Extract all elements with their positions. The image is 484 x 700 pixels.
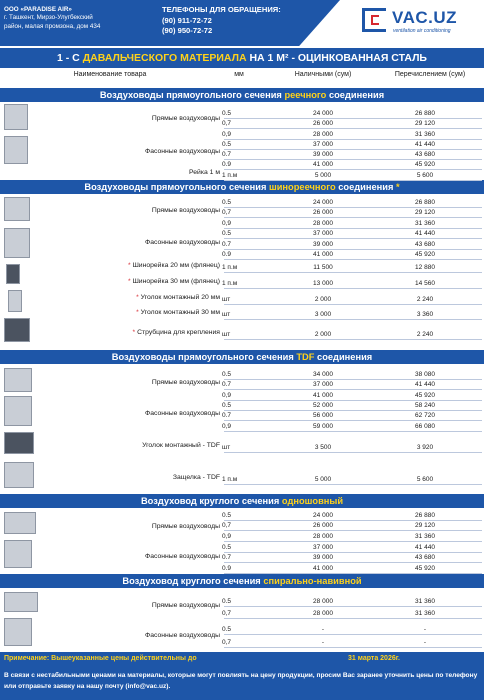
phone-1[interactable]: (90) 911-72-72 [162,15,212,25]
row-transfer-price: 58 240 [415,402,435,409]
label-fitted-ducts: Фасонные воздуховоды [145,410,220,417]
row-cash-price: 3 000 [314,311,332,318]
logo-subtitle: ventilation air conditioning [393,28,451,34]
row-divider [224,573,482,574]
row-divider [224,647,482,648]
vac-logo [362,6,482,40]
label-fitted-ducts: Фасонные воздуховоды [145,632,220,639]
row-transfer-price: 45 920 [415,392,435,399]
star-mark: * [136,294,139,301]
row-cash-price: 24 000 [313,110,333,117]
note-label: Примечание: Вышеуказанные цены действительны до [4,655,197,662]
row-transfer-price: 2 240 [416,331,434,338]
row-cash-price: 26 000 [313,522,333,529]
row-cash-price: 37 000 [313,544,333,551]
row-transfer-price: 31 360 [415,610,435,617]
row-thickness: 0.9 [222,251,232,258]
row-transfer-price: 31 360 [415,533,435,540]
row-transfer-price: 29 120 [415,120,435,127]
label-shinoreika-30-text: Шинорейка 30 мм (флянец) [132,278,220,285]
row-thickness: 0.9 [222,161,232,168]
phones-block [162,5,281,37]
row-cash-price: 41 000 [313,251,333,258]
row-thickness: 0,9 [222,220,232,227]
row-cash-price: 37 000 [313,141,333,148]
title-prefix: 1 - С [57,52,80,64]
star-mark: * [128,278,131,285]
row-thickness: 0.5 [222,230,232,237]
row-thickness: 0,9 [222,392,232,399]
row-divider [224,319,482,320]
section-3-highlight: TDF [296,352,315,362]
section-header-shinoreechnye [0,180,484,194]
row-transfer-price: 45 920 [415,251,435,258]
row-transfer-price: 26 880 [415,512,435,519]
company-name: ООО «PARADISE AIR» [4,6,72,13]
row-cash-price: 41 000 [313,392,333,399]
label-straight-ducts: Прямые воздуховоды [151,602,220,609]
section-1-text: Воздуховоды прямоугольного сечения [99,90,285,100]
row-thickness: 0.7 [222,241,232,248]
row-thickness: 0,7 [222,610,232,617]
row-thickness: 0.7 [222,554,232,561]
row-cash-price: 37 000 [313,230,333,237]
row-cash-price: 2 000 [314,296,332,303]
row-transfer-price: 29 120 [415,522,435,529]
row-thickness: 0.5 [222,141,232,148]
row-cash-price: - [321,626,325,633]
section-4-highlight: одношовный [281,496,344,506]
row-cash-price: 28 000 [313,598,333,605]
row-thickness: 0.5 [222,402,232,409]
row-transfer-price: 26 880 [415,110,435,117]
label-straight-ducts: Прямые воздуховоды [151,523,220,530]
row-cash-price: 28 000 [313,131,333,138]
column-header [0,68,484,82]
row-cash-price: 11 500 [313,264,333,271]
logo-text: VAC.UZ [392,8,458,27]
row-thickness: 0.5 [222,544,232,551]
row-thickness: шт [222,444,231,451]
row-thickness: 0.5 [222,199,232,206]
row-thickness: 0,9 [222,423,232,430]
row-cash-price: 56 000 [313,412,333,419]
title-suffix: НА 1 М² - ОЦИНКОВАННАЯ СТАЛЬ [249,52,427,64]
row-cash-price: 28 000 [313,533,333,540]
note-date: 31 марта 2026г. [348,655,400,662]
row-cash-price: 39 000 [313,554,333,561]
row-thickness: 1 п.м [222,264,238,271]
row-cash-price: 26 000 [313,120,333,127]
section-2-text: Воздуховоды прямоугольного сечения [84,182,269,192]
section-header-tdf [0,350,484,364]
row-cash-price: 59 000 [313,423,333,430]
row-transfer-price: 43 680 [415,554,435,561]
row-transfer-price: - [423,626,427,633]
row-cash-price: 39 000 [313,241,333,248]
row-thickness: 1 п.м [222,172,238,179]
row-transfer-price: 12 880 [415,264,435,271]
star-mark: * [132,329,136,336]
label-zashchelka-tdf: Защелка - TDF [172,474,220,481]
section-2-highlight: шинореечного [268,182,336,192]
row-transfer-price: 38 080 [415,371,435,378]
label-reika: Рейка 1 м [189,169,220,176]
row-cash-price: 26 000 [313,209,333,216]
row-divider [224,618,482,619]
row-thickness: шт [222,331,231,338]
row-transfer-price: 31 360 [415,131,435,138]
row-cash-price: 24 000 [313,199,333,206]
row-transfer-price: - [423,639,427,646]
row-transfer-price: 41 440 [415,230,435,237]
row-divider [224,180,482,181]
label-straight-ducts: Прямые воздуховоды [151,115,220,122]
company-address-2: район, малая промзона, дом 434 [4,22,101,30]
row-cash-price: 5 000 [314,172,332,179]
section-3-text: Воздуховоды прямоугольного сечения [111,352,297,362]
row-transfer-price: 62 720 [415,412,435,419]
row-cash-price: 13 000 [313,280,333,287]
row-divider [224,304,482,305]
row-transfer-price: 29 120 [415,209,435,216]
row-cash-price: 34 000 [313,371,333,378]
row-thickness: 0,7 [222,120,232,127]
section-4-text: Воздуховод круглого сечения [140,496,282,506]
row-thickness: 0,9 [222,533,232,540]
row-thickness: 0.7 [222,412,232,419]
row-thickness: 0.9 [222,565,232,572]
row-thickness: шт [222,296,231,303]
row-transfer-price: 3 360 [416,311,434,318]
section-3-suffix: соединения [314,352,373,362]
col-cash: Наличными (сум) [294,71,352,78]
row-divider [224,272,482,273]
row-cash-price: 52 000 [313,402,333,409]
row-transfer-price: 45 920 [415,161,435,168]
label-ugol-30-text: Уголок монтажный 30 мм [140,309,220,316]
price-title [0,48,484,68]
label-ugol-tdf: Уголок монтажный - TDF [142,442,220,449]
row-cash-price: 28 000 [313,610,333,617]
row-cash-price: 37 000 [313,381,333,388]
row-transfer-price: 2 240 [416,296,434,303]
company-address-1: г. Ташкент, Мирзо-Улугбекский [4,14,93,22]
row-transfer-price: 45 920 [415,565,435,572]
col-name: Наименование товара [73,71,147,78]
row-cash-price: 2 000 [314,331,332,338]
validity-note [0,652,484,666]
label-fitted-ducts: Фасонные воздуховоды [145,148,220,155]
row-transfer-price: 41 440 [415,141,435,148]
star-mark: * [128,262,131,269]
row-cash-price: 3 500 [314,444,332,451]
col-mm: мм [234,71,244,78]
label-fitted-ducts: Фасонные воздуховоды [145,553,220,560]
footer-notice: В связи с нестабильными ценами на материалы, которые могут повлиять на цену продукции, просим Вас заранее уточнить цены по телефону или отправьте заявку на нашу почту (info@vac.uz). [0,666,484,700]
row-divider [224,484,482,485]
row-thickness: 0.5 [222,110,232,117]
row-cash-price: 41 000 [313,565,333,572]
phones-title: ТЕЛЕФОНЫ ДЛЯ ОБРАЩЕНИЯ: [162,5,281,14]
row-cash-price: 5 000 [314,476,332,483]
phone-2[interactable]: (90) 950-72-72 [162,26,213,35]
row-thickness: 1 п.м [222,476,238,483]
section-1-highlight: реечного [284,90,327,100]
row-thickness: 0.5 [222,371,232,378]
row-divider [224,431,482,432]
row-thickness: 0.7 [222,381,232,388]
label-fitted-ducts: Фасонные воздуховоды [145,239,220,246]
row-divider [224,259,482,260]
section-2-suffix: соединения [335,182,394,192]
section-header-spiralny [0,574,484,588]
section-5-text: Воздуховод круглого сечения [122,576,264,586]
row-transfer-price: 41 440 [415,381,435,388]
label-straight-ducts: Прямые воздуховоды [151,207,220,214]
row-divider [224,606,482,607]
label-straight-ducts: Прямые воздуховоды [151,379,220,386]
row-transfer-price: 31 360 [415,220,435,227]
row-thickness: 0,7 [222,639,232,646]
row-transfer-price: 43 680 [415,151,435,158]
title-highlight: ДАВАЛЬЧЕСКОГО МАТЕРИАЛА [82,52,247,64]
label-ugol-20-text: Уголок монтажный 20 мм [140,294,220,301]
row-divider [224,452,482,453]
section-1-suffix: соединения [326,90,385,100]
row-cash-price: - [321,639,325,646]
row-divider [224,634,482,635]
row-divider [224,339,482,340]
row-transfer-price: 26 880 [415,199,435,206]
row-thickness: 0,7 [222,209,232,216]
row-thickness: 0.5 [222,626,232,633]
row-transfer-price: 3 920 [416,444,434,451]
row-thickness: 0.5 [222,598,232,605]
label-strubtsina-text: Струбцина для крепления [137,329,220,336]
row-thickness: 0.5 [222,512,232,519]
row-thickness: 0,9 [222,131,232,138]
row-transfer-price: 14 560 [415,280,435,287]
row-transfer-price: 43 680 [415,241,435,248]
section-2-star: * [396,182,400,192]
header [0,0,484,46]
row-thickness: 0.7 [222,151,232,158]
row-divider [224,288,482,289]
section-header-odnoshovny [0,494,484,508]
row-transfer-price: 5 600 [416,172,434,179]
row-transfer-price: 5 600 [416,476,434,483]
logo-mark-icon [362,8,386,32]
row-cash-price: 28 000 [313,220,333,227]
row-transfer-price: 41 440 [415,544,435,551]
row-transfer-price: 31 360 [415,598,435,605]
label-shinoreika-20-text: Шинорейка 20 мм (флянец) [132,262,220,269]
section-5-highlight: спирально-навивной [263,576,362,586]
row-cash-price: 39 000 [313,151,333,158]
row-thickness: шт [222,311,231,318]
col-transfer: Перечислением (сум) [394,71,466,78]
section-header-reechnye [0,88,484,102]
row-transfer-price: 66 080 [415,423,435,430]
row-thickness: 0,7 [222,522,232,529]
row-cash-price: 24 000 [313,512,333,519]
row-thickness: 1 п.м [222,280,238,287]
row-cash-price: 41 000 [313,161,333,168]
company-info [4,6,100,31]
star-mark: * [136,309,139,316]
